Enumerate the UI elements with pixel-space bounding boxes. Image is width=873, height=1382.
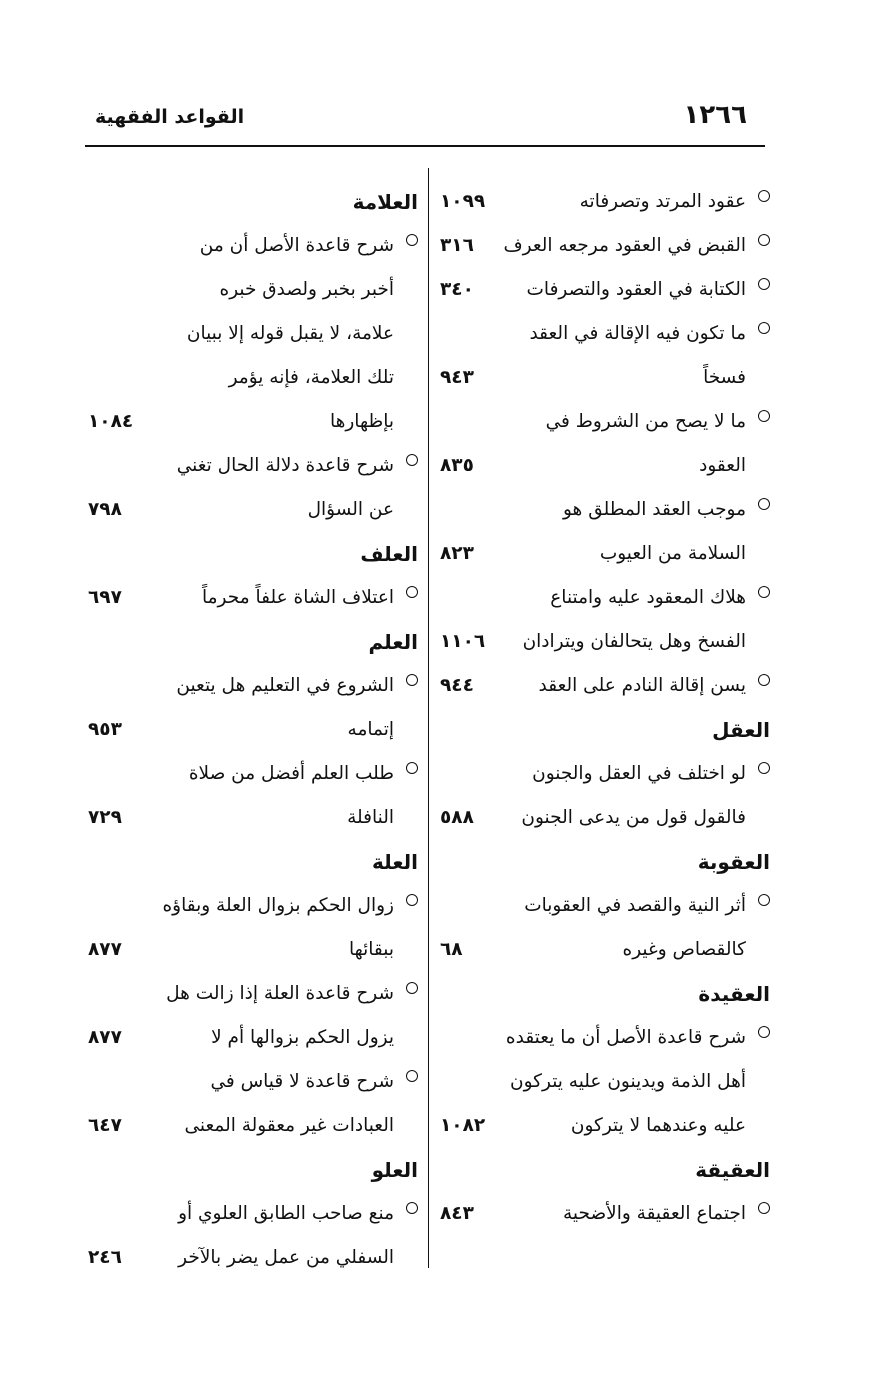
entry-text-line: شرح قاعدة دلالة الحال تغني — [176, 455, 394, 476]
page-reference: ٩٥٣ — [88, 719, 122, 740]
section-heading: العلو — [371, 1158, 418, 1182]
entry-text-line: القبض في العقود مرجعه العرف — [503, 235, 746, 256]
entry-text-line: شرح قاعدة الأصل أن من — [199, 235, 394, 256]
index-entry — [88, 884, 418, 972]
entry-text-line: الفسخ وهل يتحالفان ويترادان — [522, 631, 746, 652]
bullet-circle-icon — [758, 410, 770, 422]
page-reference: ٥٨٨ — [440, 807, 474, 828]
entry-text-line: الشروع في التعليم هل يتعين — [176, 675, 394, 696]
index-entry — [88, 1192, 418, 1280]
page-reference: ٦٩٧ — [88, 587, 122, 608]
header-rule — [85, 145, 765, 147]
entry-text-line: العقود — [699, 455, 746, 476]
entry-text-line: فالقول قول من يدعى الجنون — [521, 807, 746, 828]
bullet-circle-icon — [758, 234, 770, 246]
page-reference: ٦٤٧ — [88, 1115, 122, 1136]
index-entry — [440, 576, 770, 664]
bullet-circle-icon — [406, 982, 418, 994]
bullet-circle-icon — [758, 586, 770, 598]
entry-text-line: عليه وعندهما لا يتركون — [570, 1115, 746, 1136]
index-entry — [440, 268, 770, 312]
index-entry — [440, 312, 770, 400]
entry-text-line: موجب العقد المطلق هو — [563, 499, 746, 520]
page-reference: ١١٠٦ — [440, 631, 486, 652]
index-entry — [440, 884, 770, 972]
section-heading: العقوبة — [697, 850, 770, 874]
bullet-circle-icon — [758, 498, 770, 510]
entry-text-line: اعتلاف الشاة علفاً محرماً — [202, 587, 394, 608]
entry-text-line: شرح قاعدة الأصل أن ما يعتقده — [505, 1027, 746, 1048]
entry-text-line: زوال الحكم بزوال العلة وبقاؤه — [162, 895, 394, 916]
entry-text-line: عقود المرتد وتصرفاته — [579, 191, 746, 212]
bullet-circle-icon — [406, 454, 418, 466]
index-entry — [88, 752, 418, 840]
section-heading: العلة — [372, 850, 418, 874]
bullet-circle-icon — [758, 762, 770, 774]
bullet-circle-icon — [758, 674, 770, 686]
bullet-circle-icon — [406, 894, 418, 906]
bullet-circle-icon — [406, 762, 418, 774]
bullet-circle-icon — [758, 278, 770, 290]
page-reference: ٣٤٠ — [440, 279, 474, 300]
entry-text-line: تلك العلامة، فإنه يؤمر — [228, 367, 394, 388]
section-heading: العلف — [360, 542, 418, 566]
section-heading: العلامة — [352, 190, 418, 214]
bullet-circle-icon — [758, 322, 770, 334]
index-entry — [440, 1016, 770, 1148]
bullet-circle-icon — [406, 234, 418, 246]
bullet-circle-icon — [758, 1026, 770, 1038]
page-header — [85, 100, 765, 140]
page-reference: ٨٧٧ — [88, 1027, 122, 1048]
page-reference: ٨٧٧ — [88, 939, 122, 960]
entry-text-line: أثر النية والقصد في العقوبات — [524, 895, 746, 916]
index-column-left — [88, 180, 418, 1280]
entry-text-line: السفلي من عمل يضر بالآخر — [178, 1247, 394, 1268]
entry-text-line: إتمامه — [347, 719, 394, 740]
section-heading: العقل — [712, 718, 770, 742]
entry-text-line: شرح قاعدة العلة إذا زالت هل — [166, 983, 394, 1004]
entry-text-line: بإظهارها — [329, 411, 394, 432]
index-entry — [440, 488, 770, 576]
entry-text-line: ببقائها — [348, 939, 394, 960]
index-entry — [440, 664, 770, 708]
index-entry — [88, 972, 418, 1060]
page-reference: ٩٤٣ — [440, 367, 474, 388]
page-reference: ١٠٩٩ — [440, 191, 486, 212]
section-heading: العقيقة — [695, 1158, 770, 1182]
index-entry — [88, 664, 418, 752]
bullet-circle-icon — [758, 1202, 770, 1214]
bullet-circle-icon — [406, 1070, 418, 1082]
entry-text-line: الكتابة في العقود والتصرفات — [526, 279, 746, 300]
index-entry — [440, 752, 770, 840]
entry-text-line: كالقصاص وغيره — [622, 939, 746, 960]
entry-text-line: ما تكون فيه الإقالة في العقد — [529, 323, 746, 344]
entry-text-line: السلامة من العيوب — [599, 543, 746, 564]
section-heading: العقيدة — [698, 982, 770, 1006]
entry-text-line: النافلة — [347, 807, 394, 828]
entry-text-line: فسخاً — [703, 367, 746, 388]
entry-text-line: يسن إقالة النادم على العقد — [538, 675, 746, 696]
page-reference: ٣١٦ — [440, 235, 474, 256]
entry-text-line: اجتماع العقيقة والأضحية — [563, 1203, 746, 1224]
entry-text-line: شرح قاعدة لا قياس في — [210, 1071, 394, 1092]
index-entry — [88, 576, 418, 620]
index-entry — [88, 1060, 418, 1148]
page-reference: ٧٢٩ — [88, 807, 122, 828]
entry-text-line: علامة، لا يقبل قوله إلا ببيان — [186, 323, 394, 344]
page-reference: ٩٤٤ — [440, 675, 474, 696]
index-entry — [440, 400, 770, 488]
page-reference: ٨٢٣ — [440, 543, 474, 564]
page-reference: ٨٤٣ — [440, 1203, 474, 1224]
index-entry — [88, 224, 418, 444]
page-reference: ٢٤٦ — [88, 1247, 122, 1268]
entry-text-line: طلب العلم أفضل من صلاة — [188, 763, 394, 784]
index-entry — [440, 180, 770, 224]
entry-text-line: عن السؤال — [307, 499, 394, 520]
column-divider — [428, 168, 429, 1268]
bullet-circle-icon — [406, 1202, 418, 1214]
bullet-circle-icon — [406, 586, 418, 598]
entry-text-line: منع صاحب الطابق العلوي أو — [178, 1203, 394, 1224]
page-reference: ١٠٨٢ — [440, 1115, 486, 1136]
section-heading: العلم — [368, 630, 418, 654]
bullet-circle-icon — [406, 674, 418, 686]
entry-text-line: العبادات غير معقولة المعنى — [184, 1115, 394, 1136]
bullet-circle-icon — [758, 894, 770, 906]
entry-text-line: أهل الذمة ويدينون عليه يتركون — [510, 1071, 746, 1092]
entry-text-line: هلاك المعقود عليه وامتناع — [550, 587, 746, 608]
page-reference: ٦٨ — [440, 939, 463, 960]
entry-text-line: ما لا يصح من الشروط في — [545, 411, 746, 432]
index-entry — [440, 1192, 770, 1236]
page-reference: ٧٩٨ — [88, 499, 122, 520]
page-number: ١٢٦٦ — [683, 100, 747, 130]
page-reference: ١٠٨٤ — [88, 411, 134, 432]
entry-text-line: لو اختلف في العقل والجنون — [532, 763, 746, 784]
bullet-circle-icon — [758, 190, 770, 202]
page-reference: ٨٣٥ — [440, 455, 474, 476]
index-entry — [440, 224, 770, 268]
index-entry — [88, 444, 418, 532]
book-title: القواعد الفقهية — [95, 106, 245, 128]
entry-text-line: أخبر بخبر ولصدق خبره — [219, 279, 394, 300]
entry-text-line: يزول الحكم بزوالها أم لا — [211, 1027, 394, 1048]
index-column-right — [440, 180, 770, 1236]
